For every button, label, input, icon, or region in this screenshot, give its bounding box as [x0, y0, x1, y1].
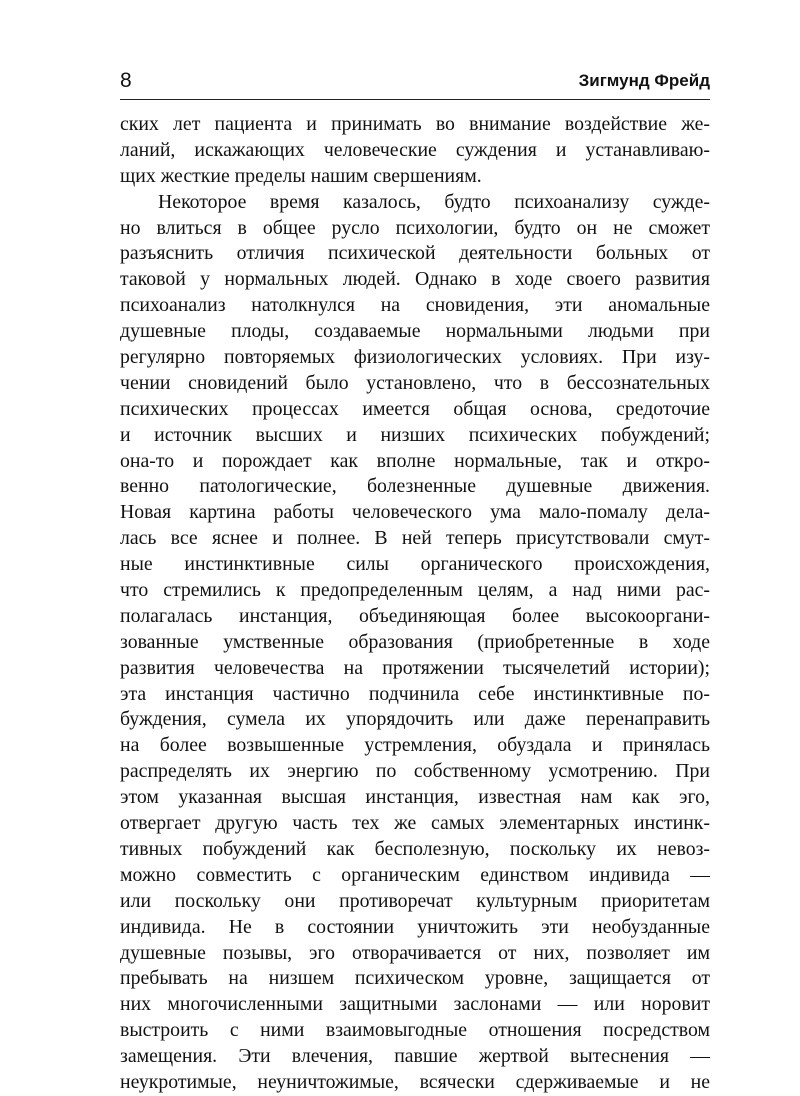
text-line: эта инстанция частично подчинила себе инстинктивные по- [120, 682, 710, 705]
text-line: Новая картина работы человеческого ума мало-помалу дела- [120, 501, 710, 524]
paragraph-2 [120, 190, 710, 1096]
text-line: неукротимые, неуничтожимые, всячески сдерживаемые и не [120, 1070, 710, 1093]
text-line: душевные позывы, эго отворачивается от них, позволяет им [120, 941, 710, 964]
text-line: психических процессах имеется общая основа, средоточие [120, 397, 710, 420]
text-line: замещения. Эти влечения, павшие жертвой вытеснения — [120, 1045, 710, 1068]
text-line: и источник высших и низших психических побуждений; [120, 423, 710, 446]
text-line: разъяснить отличия психической деятельности больных от [120, 242, 710, 265]
text-line: щих жесткие пределы нашим свершениям. [120, 164, 482, 187]
text-line: чении сновидений было установлено, что в бессознательных [120, 371, 710, 394]
text-line: венно патологические, болезненные душевные движения. [120, 475, 710, 498]
page-number: 8 [120, 69, 132, 92]
text-line: полагалась инстанция, объединяющая более высокооргани- [120, 604, 710, 627]
text-line: ланий, искажающих человеческие суждения и устанавливаю- [120, 138, 710, 161]
text-line: тивных побуждений как бесполезную, поскольку их невоз- [120, 837, 710, 860]
text-line: душевные плоды, создаваемые нормальными людьми при [120, 320, 710, 343]
text-line: пребывать на низшем психическом уровне, защищается от [120, 967, 710, 990]
text-line: на более возвышенные устремления, обуздала и принялась [120, 734, 710, 757]
text-line: зованные умственные образования (приобретенные в ходе [120, 630, 710, 653]
paragraph-1 [120, 112, 710, 190]
page-header [120, 66, 710, 96]
text-line: или поскольку они противоречат культурным приоритетам [120, 889, 710, 912]
text-line: регулярно повторяемых физиологических условиях. При изу- [120, 346, 710, 369]
text-line: таковой у нормальных людей. Однако в ходе своего развития [120, 268, 710, 291]
running-title: Зигмунд Фрейд [578, 71, 710, 90]
header-rule [120, 99, 710, 100]
text-line: лась все яснее и полнее. В ней теперь присутствовали смут- [120, 527, 710, 550]
text-line: этом указанная высшая инстанция, известная нам как эго, [120, 786, 710, 809]
text-line: ные инстинктивные силы органического происхождения, [120, 553, 710, 576]
text-line: отвергает другую часть тех же самых элементарных инстинк- [120, 812, 710, 835]
text-line: развития человечества на протяжении тысячелетий истории); [120, 656, 710, 679]
text-line: буждения, сумела их упорядочить или даже перенаправить [120, 708, 710, 731]
text-line: она-то и порождает как вполне нормальные, так и откро- [120, 449, 710, 472]
text-line: ских лет пациента и принимать во внимание воздействие же- [120, 113, 710, 135]
text-line: но влиться в общее русло психологии, будто он не сможет [120, 216, 710, 239]
body-text [120, 112, 710, 1096]
text-line: что стремились к предопределенным целям, а над ними рас- [120, 579, 710, 602]
text-line: них многочисленными защитными заслонами — или норовит [120, 993, 710, 1016]
text-line: распределять их энергию по собственному усмотрению. При [120, 760, 710, 783]
text-line: индивида. Не в состоянии уничтожить эти необузданные [120, 915, 710, 938]
text-line: выстроить с ними взаимовыгодные отношения посредством [120, 1019, 710, 1042]
text-line: Некоторое время казалось, будто психоанализу сужде- [158, 190, 710, 213]
text-line: можно совместить с органическим единством индивида — [120, 863, 710, 886]
text-line: психоанализ натолкнулся на сновидения, эти аномальные [120, 294, 710, 317]
